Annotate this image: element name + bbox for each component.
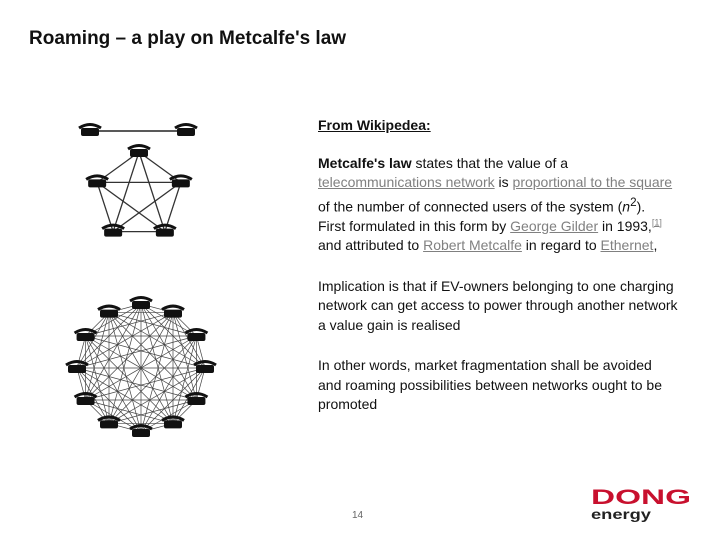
network-twelve-nodes [66, 298, 216, 438]
phone-icon [185, 330, 207, 342]
phone-icon [102, 225, 124, 237]
text-fragment: of the number of connected users of the system ( [318, 198, 623, 215]
network-diagram [56, 108, 278, 458]
logo-text-dong: DONG [591, 486, 691, 509]
phone-icon [79, 125, 101, 137]
logo-text-energy: energy [591, 506, 652, 522]
page-number: 14 [352, 510, 364, 521]
phone-icon [194, 362, 216, 374]
network-five-nodes [86, 146, 192, 237]
n-exponent: 2 [630, 195, 637, 209]
phone-icon [128, 146, 150, 158]
text-fragment: states that the value of a [411, 154, 569, 171]
phone-icon [154, 225, 176, 237]
citation-link[interactable]: [1] [651, 217, 662, 227]
text-fragment: First formulated in this form by [318, 217, 511, 234]
text-fragment: is [494, 174, 513, 190]
text-fragment: and attributed to [318, 237, 424, 254]
law-term: Metcalfe's law [318, 154, 412, 171]
phone-icon [75, 330, 97, 342]
text-fragment: ). [636, 198, 646, 215]
link-ethernet[interactable]: Ethernet [600, 237, 654, 254]
phone-icon [86, 176, 108, 188]
link-telecom-network[interactable]: telecommunications network [318, 174, 495, 190]
source-heading: From Wikipedea: [318, 117, 431, 133]
text-fragment: in regard to [521, 237, 601, 254]
dong-energy-logo [590, 485, 694, 523]
phone-icon [170, 176, 192, 188]
text-block [318, 116, 678, 415]
network-two-nodes [79, 125, 197, 137]
text-fragment: in 1993, [598, 217, 652, 234]
definition-paragraph [318, 154, 678, 217]
phone-icon [130, 298, 152, 310]
history-paragraph [318, 217, 678, 256]
phone-icon [66, 362, 88, 374]
phone-icon [175, 125, 197, 137]
phone-icon [98, 306, 120, 318]
link-robert-metcalfe[interactable]: Robert Metcalfe [423, 237, 522, 254]
link-george-gilder[interactable]: George Gilder [510, 217, 599, 234]
implication-paragraph: Implication is that if EV-owners belonging to one charging network can get access to power through another network a value gain is realised [318, 277, 678, 333]
n-variable: n [622, 198, 631, 215]
slide-title: Roaming – a play on Metcalfe's law [29, 28, 347, 49]
text-fragment: , [653, 237, 658, 254]
phone-icon [162, 306, 184, 318]
link-proportional[interactable]: proportional to the square [512, 174, 673, 190]
conclusion-paragraph: In other words, market fragmentation shall be avoided and roaming possibilities between networks ought to be promoted [318, 357, 662, 413]
